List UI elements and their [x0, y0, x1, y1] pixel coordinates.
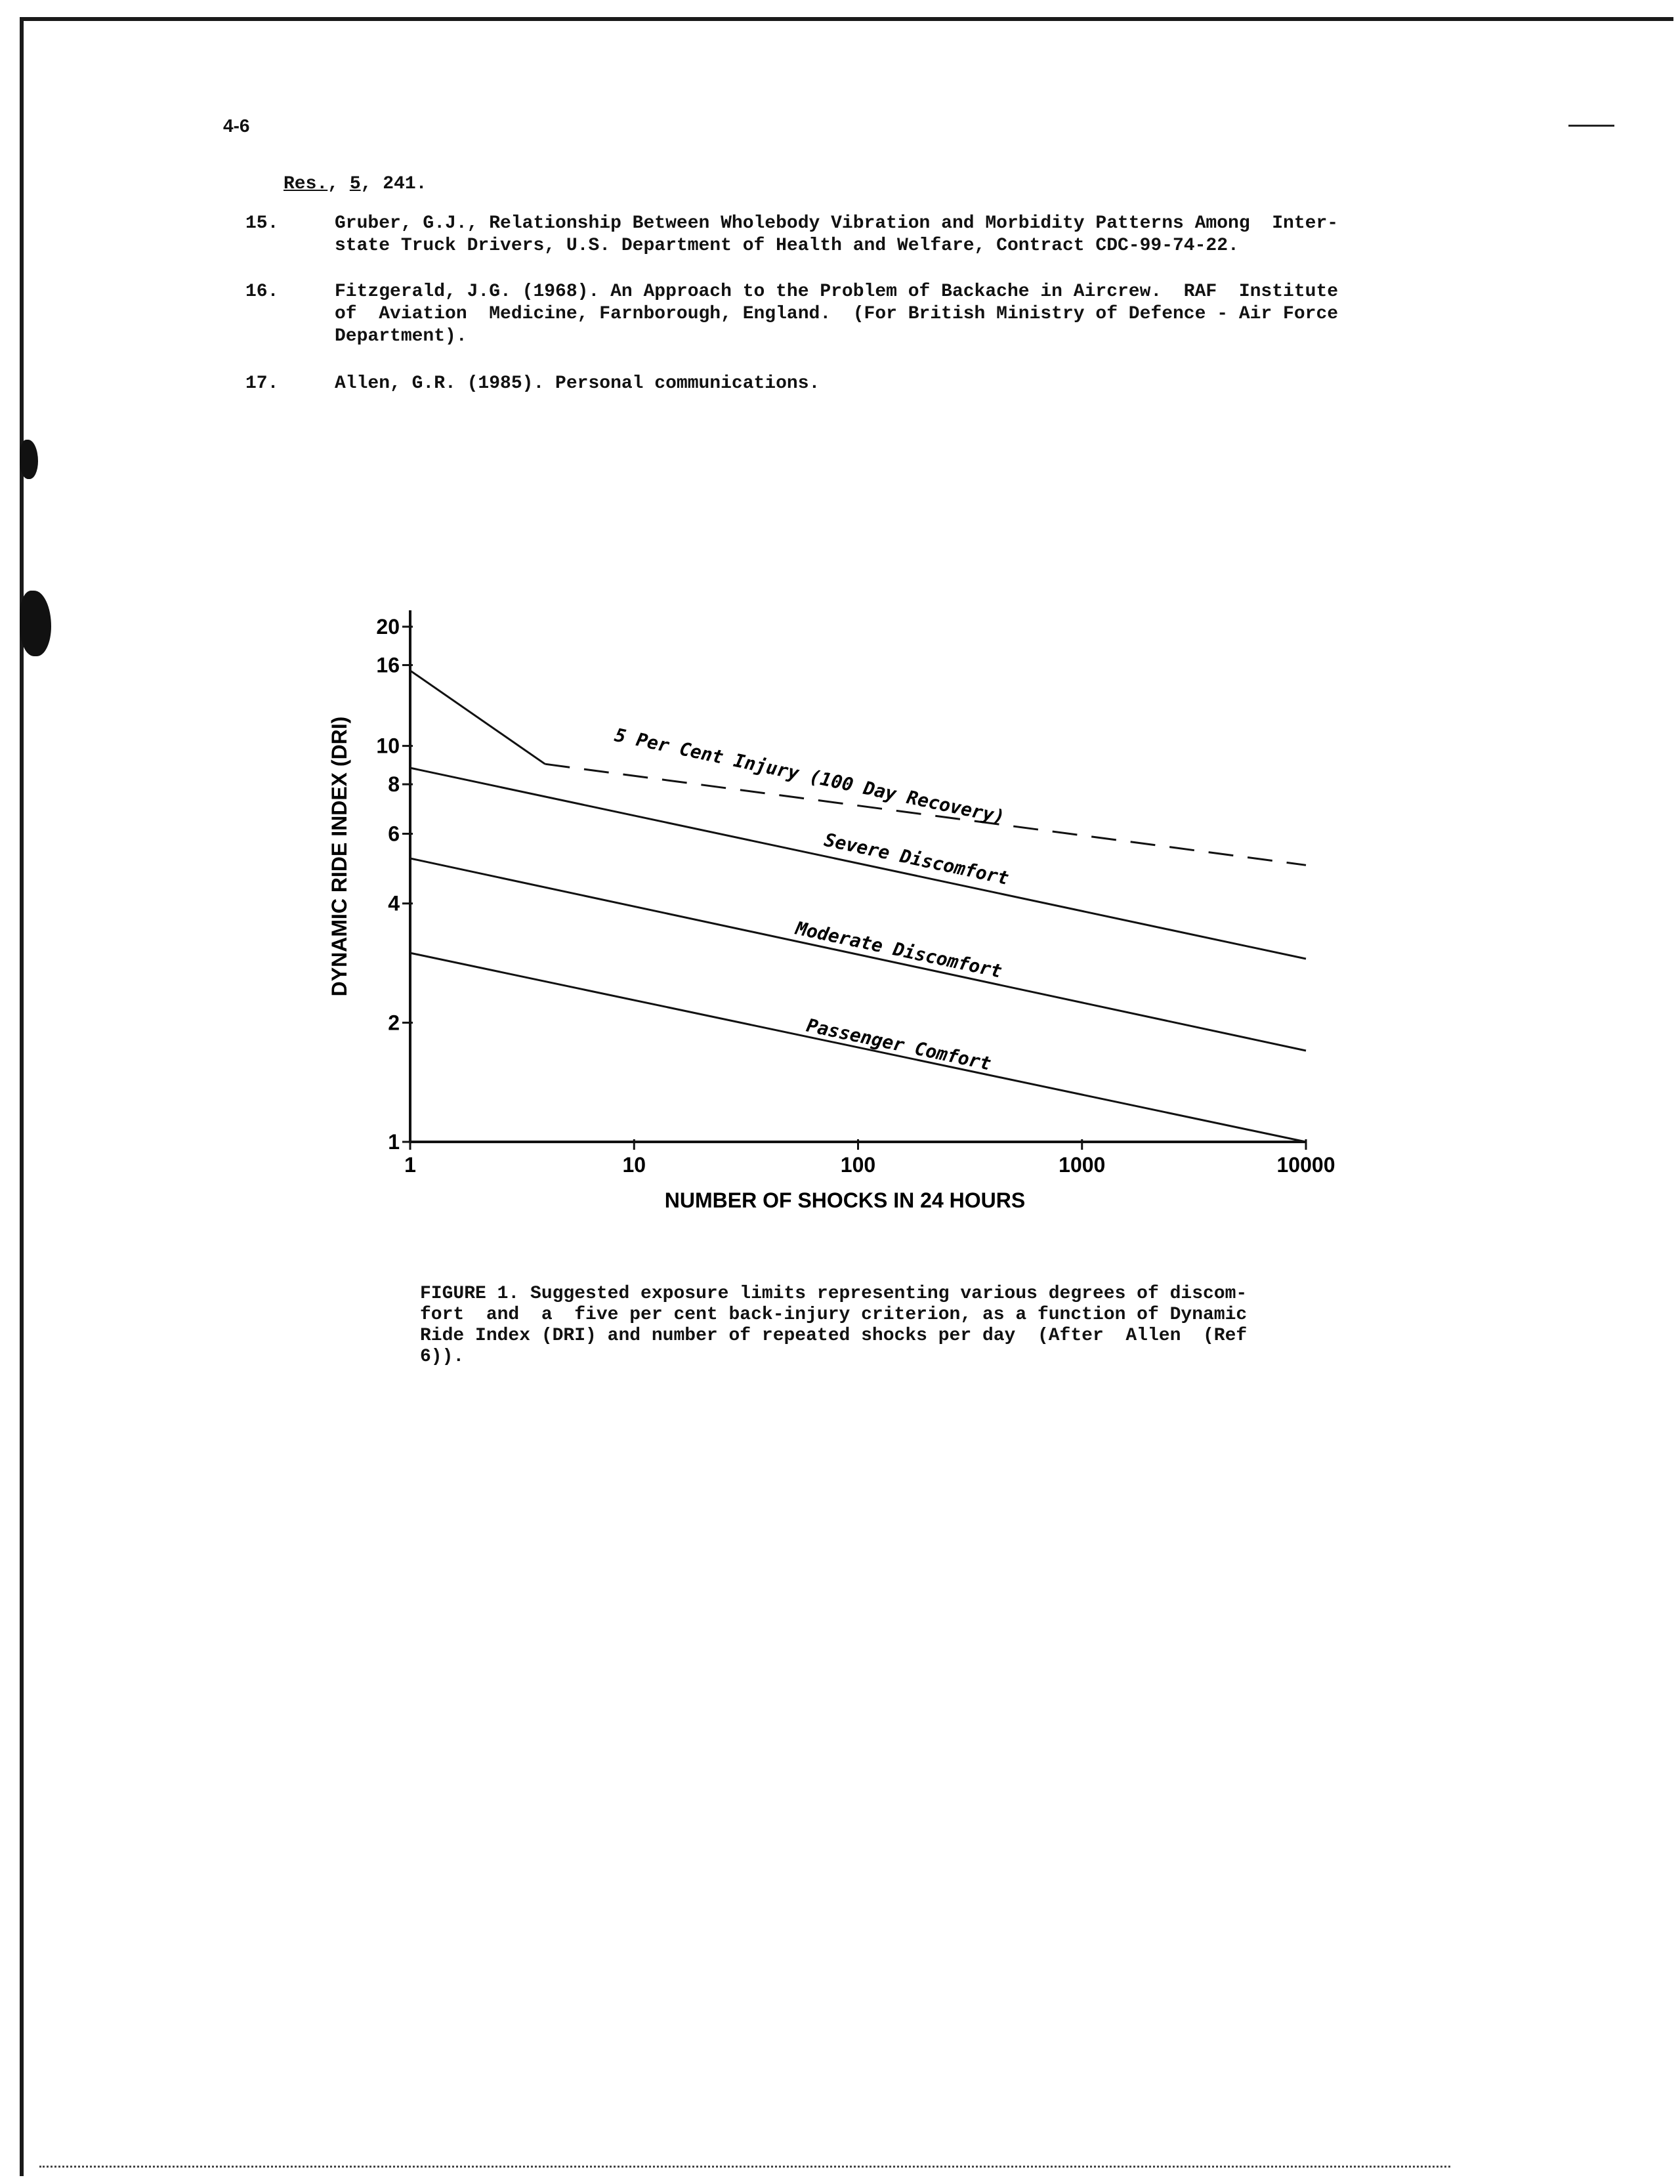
y-tick-label: 6: [388, 822, 400, 846]
series-annotation: Severe Discomfort: [822, 828, 1011, 889]
scan-blot: [20, 591, 51, 656]
reference-line: state Truck Drivers, U.S. Department of Health and Welfare, Contract CDC-99-74-22.: [335, 236, 1239, 256]
journal-abbrev: Res.: [284, 174, 328, 194]
reference-number: 16.: [245, 282, 279, 302]
annotation-group: [613, 724, 1011, 1075]
chart-svg: [328, 591, 1352, 1234]
x-ticks: [404, 1139, 1335, 1177]
dri-chart: [328, 591, 1352, 1234]
reference-line: Department).: [335, 326, 467, 346]
figure-caption: [420, 1284, 1286, 1368]
reference-line: Allen, G.R. (1985). Personal communications.: [335, 373, 820, 394]
series-annotation: Moderate Discomfort: [793, 917, 1004, 982]
series-group: [410, 671, 1306, 1142]
x-axis-label: NUMBER OF SHOCKS IN 24 HOURS: [664, 1188, 1026, 1212]
y-tick-label: 10: [376, 734, 400, 758]
caption-line: fort and a five per cent back-injury criterion, as a function of Dynamic: [420, 1305, 1248, 1325]
x-tick-label: 10: [622, 1153, 646, 1177]
reference-item-16: [245, 281, 1366, 348]
page-number: 4-6: [223, 116, 250, 136]
y-tick-label: 4: [388, 891, 400, 915]
scan-border-top: [20, 17, 1673, 21]
y-ticks: [376, 615, 413, 1154]
reference-item-res: [284, 173, 1366, 196]
scan-blot: [20, 440, 38, 479]
reference-number: 17.: [245, 373, 279, 394]
y-tick-label: 8: [388, 772, 400, 797]
y-tick-label: 1: [388, 1130, 400, 1154]
reference-line: Gruber, G.J., Relationship Between Wholebody Vibration and Morbidity Patterns Among Inter-: [335, 213, 1339, 234]
reference-item-15: [245, 213, 1366, 257]
x-tick-label: 1: [404, 1153, 416, 1177]
scan-border-left: [20, 17, 24, 2176]
caption-line: Ride Index (DRI) and number of repeated shocks per day (After Allen (Ref: [420, 1326, 1248, 1346]
series-line: [410, 671, 545, 764]
series-line: [410, 953, 1306, 1142]
series-line: [410, 858, 1306, 1051]
reference-line: of Aviation Medicine, Farnborough, England. (For British Ministry of Defence - Air Force: [335, 304, 1339, 324]
x-tick-label: 1000: [1059, 1153, 1106, 1177]
reference-item-17: [245, 373, 1366, 395]
reference-number: 15.: [245, 213, 279, 234]
y-axis-label: DYNAMIC RIDE INDEX (DRI): [327, 716, 351, 997]
scan-border-bottom: [39, 2166, 1450, 2168]
x-tick-label: 10000: [1276, 1153, 1335, 1177]
corner-mark: [1568, 125, 1614, 127]
reference-line: Fitzgerald, J.G. (1968). An Approach to the Problem of Backache in Aircrew. RAF Institute: [335, 282, 1339, 302]
y-tick-label: 2: [388, 1011, 400, 1035]
reference-line: Res., 5, 241.: [284, 174, 427, 194]
y-tick-label: 16: [376, 653, 400, 677]
series-annotation: 5 Per Cent Injury (100 Day Recovery): [612, 724, 1007, 828]
x-tick-label: 100: [840, 1153, 876, 1177]
caption-line: 6)).: [420, 1347, 465, 1367]
series-annotation: Passenger Comfort: [805, 1014, 994, 1075]
caption-line: FIGURE 1. Suggested exposure limits representing various degrees of discom-: [420, 1284, 1248, 1304]
volume-number: 5: [349, 174, 361, 194]
y-tick-label: 20: [376, 614, 400, 639]
